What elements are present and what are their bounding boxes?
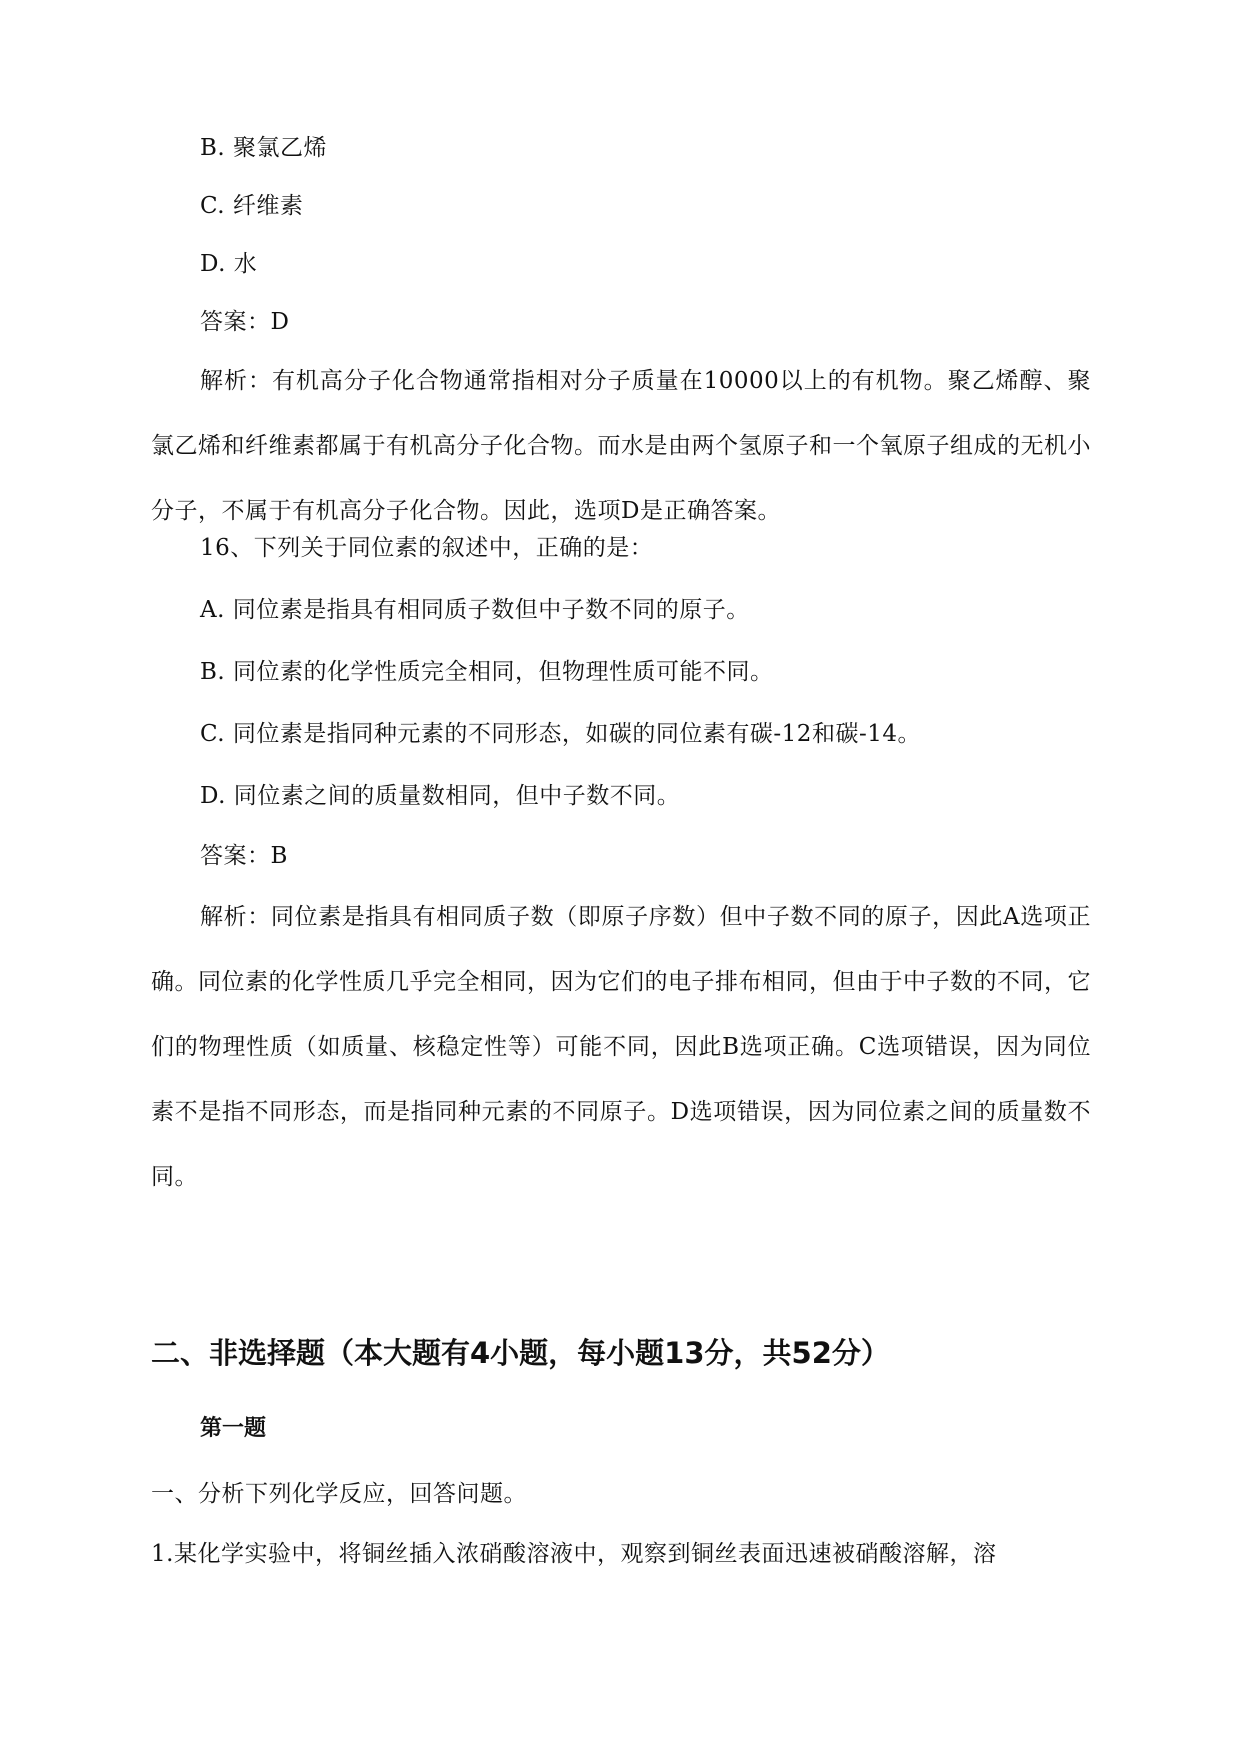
q16-analysis: 解析：同位素是指具有相同质子数（即原子序数）但中子数不同的原子，因此A选项正确。同位素的化学性质几乎完全相同，因为它们的电子排布相同，但由于中子数的不同，它们的物理性质（如质量、核稳定性等）可能不同，因此B选项正确。C选项错误，因为同位素不是指不同形态，而是指同种元素的不同原子。D选项错误，因为同位素之间的质量数不同。 — [151, 904, 1091, 1190]
section-heading: 二、非选择题（本大题有4小题，每小题13分，共52分） — [151, 1336, 890, 1370]
q16-stem: 16、下列关于同位素的叙述中，正确的是： — [200, 535, 654, 561]
q16-option-d: D. 同位素之间的质量数相同，但中子数不同。 — [200, 783, 681, 809]
q15-analysis: 解析：有机高分子化合物通常指相对分子质量在10000以上的有机物。聚乙烯醇、聚氯乙烯和纤维素都属于有机高分子化合物。而水是由两个氢原子和一个氧原子组成的无机小分子，不属于有机高分子化合物。因此，选项D是正确答案。 — [151, 368, 1091, 524]
q15-option-b: B. 聚氯乙烯 — [200, 135, 328, 161]
q16-option-c: C. 同位素是指同种元素的不同形态，如碳的同位素有碳-12和碳-14。 — [200, 721, 921, 747]
q15-option-c: C. 纤维素 — [200, 193, 304, 219]
q15-answer: 答案：D — [200, 309, 290, 335]
question-title: 第一题 — [200, 1416, 267, 1441]
question-intro: 一、分析下列化学反应，回答问题。 — [151, 1481, 527, 1507]
q16-answer: 答案：B — [200, 843, 288, 869]
q16-option-b: B. 同位素的化学性质完全相同，但物理性质可能不同。 — [200, 659, 774, 685]
q15-option-d: D. 水 — [200, 251, 258, 277]
q16-option-a: A. 同位素是指具有相同质子数但中子数不同的原子。 — [200, 597, 750, 623]
question-item-1: 1.某化学实验中，将铜丝插入浓硝酸溶液中，观察到铜丝表面迅速被硝酸溶解，溶 — [151, 1541, 997, 1567]
